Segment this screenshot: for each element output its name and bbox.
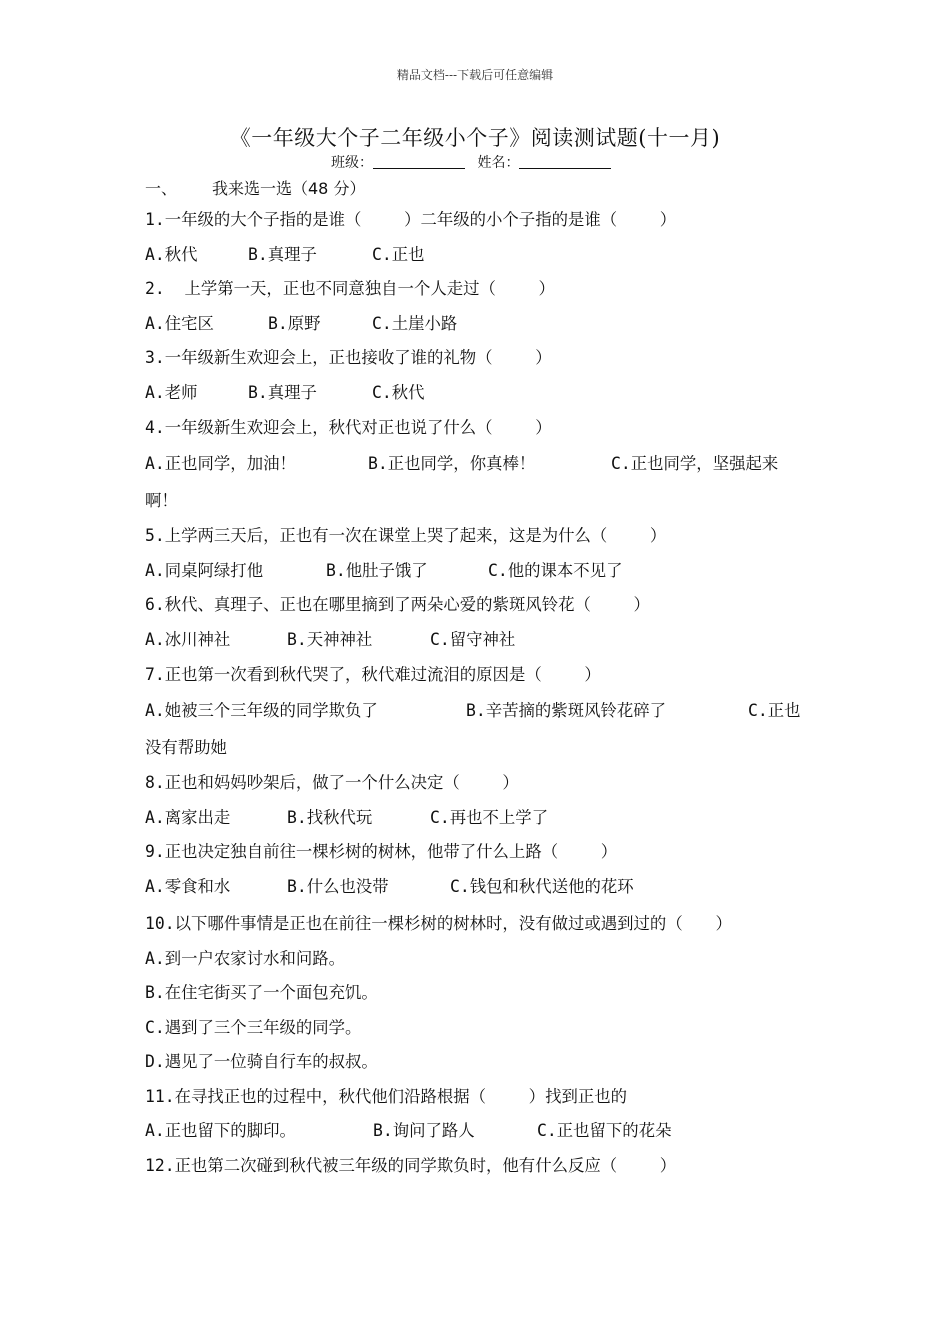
name-blank[interactable] (519, 154, 611, 169)
option[interactable]: C.土崖小路 (372, 313, 458, 333)
option[interactable]: A.到一户农家讨水和问路。 (145, 948, 346, 968)
option[interactable]: B.正也同学，你真棒！ (368, 454, 536, 474)
option[interactable]: D.遇见了一位骑自行车的叔叔。 (145, 1052, 378, 1072)
question-3: 3.一年级新生欢迎会上，正也接收了谁的礼物（ ） (145, 348, 552, 368)
option[interactable]: C.正也留下的花朵 (537, 1121, 672, 1141)
option[interactable]: B.什么也没带 (287, 876, 389, 896)
option[interactable]: B.原野 (268, 313, 321, 333)
option[interactable]: C.留守神社 (430, 629, 516, 649)
options-4 (145, 445, 810, 519)
options-6 (145, 623, 810, 658)
options-8 (145, 801, 810, 836)
option[interactable]: B.真理子 (248, 244, 317, 264)
option[interactable]: A.同桌阿绿打他 (145, 560, 264, 580)
section-title: 我来选一选（48 分） (212, 179, 366, 198)
header-note: 精品文档---下载后可任意编辑 (396, 68, 554, 82)
class-label: 班级： (331, 155, 373, 171)
option[interactable]: C.秋代 (372, 382, 425, 402)
options-3 (145, 376, 810, 411)
option[interactable]: B.天神神社 (287, 629, 373, 649)
option[interactable]: B.真理子 (248, 382, 317, 402)
option[interactable]: B.询问了路人 (373, 1121, 475, 1141)
question-4: 4.一年级新生欢迎会上，秋代对正也说了什么（ ） (145, 417, 552, 437)
option[interactable]: A.正也同学，加油！ (145, 454, 296, 474)
option[interactable]: B.辛苦摘的紫斑风铃花碎了 (466, 701, 667, 721)
option[interactable]: A.住宅区 (145, 313, 214, 333)
option[interactable]: A.老师 (145, 382, 198, 402)
option[interactable]: A.零食和水 (145, 876, 231, 896)
option[interactable]: C.遇到了三个三年级的同学。 (145, 1017, 362, 1037)
question-12: 12.正也第二次碰到秋代被三年级的同学欺负时，他有什么反应（ ） (145, 1156, 677, 1176)
question-2: 2. 上学第一天，正也不同意独自一个人走过（ ） (145, 279, 555, 299)
option[interactable]: A.冰川神社 (145, 629, 231, 649)
question-5: 5.上学两三天后，正也有一次在课堂上哭了起来，这是为什么（ ） (145, 526, 667, 546)
options-5 (145, 554, 810, 589)
option[interactable]: C.他的课本不见了 (488, 560, 623, 580)
option[interactable]: C.正也同学，坚强起来啊！ (145, 454, 779, 511)
option[interactable]: B.找秋代玩 (287, 807, 373, 827)
option[interactable]: C.钱包和秋代送他的花环 (450, 876, 634, 896)
option[interactable]: B.他肚子饿了 (326, 560, 428, 580)
options-9 (145, 870, 810, 905)
option[interactable]: B.在住宅街买了一个面包充饥。 (145, 983, 378, 1003)
option[interactable]: C.正也 (372, 244, 425, 264)
question-11: 11.在寻找正也的过程中，秋代他们沿路根据（ ）找到正也的 (145, 1086, 628, 1106)
section-number: 一、 (145, 179, 178, 198)
option[interactable]: A.正也留下的脚印。 (145, 1121, 296, 1141)
class-blank[interactable] (373, 154, 465, 169)
question-10: 10.以下哪件事情是正也在前往一棵杉树的树林时，没有做过或遇到过的（ ） (145, 913, 732, 933)
question-9: 9.正也决定独自前往一棵杉树的树林，他带了什么上路（ ） (145, 842, 618, 862)
name-label: 姓名： (477, 155, 520, 171)
question-7: 7.正也第一次看到秋代哭了，秋代难过流泪的原因是（ ） (145, 664, 601, 684)
question-8: 8.正也和妈妈吵架后，做了一个什么决定（ ） (145, 773, 519, 793)
student-info-fields (331, 152, 651, 172)
options-2 (145, 307, 810, 342)
option[interactable]: C.正也没有帮助她 (145, 701, 801, 758)
option[interactable]: C.再也不上学了 (430, 807, 549, 827)
section-heading (145, 176, 365, 199)
options-7 (145, 692, 810, 766)
option[interactable]: A.秋代 (145, 244, 198, 264)
question-1: 1.一年级的大个子指的是谁（ ）二年级的小个子指的是谁（ ） (145, 210, 677, 229)
document-title: 《一年级大个子二年级小个子》阅读测试题(十一月) (229, 126, 721, 150)
option[interactable]: A.离家出走 (145, 807, 231, 827)
question-6: 6.秋代、真理子、正也在哪里摘到了两朵心爱的紫斑风铃花（ ） (145, 595, 650, 615)
question-list (145, 203, 810, 1184)
options-11 (145, 1114, 810, 1149)
option[interactable]: A.她被三个三年级的同学欺负了 (145, 701, 378, 721)
options-1 (145, 238, 810, 273)
